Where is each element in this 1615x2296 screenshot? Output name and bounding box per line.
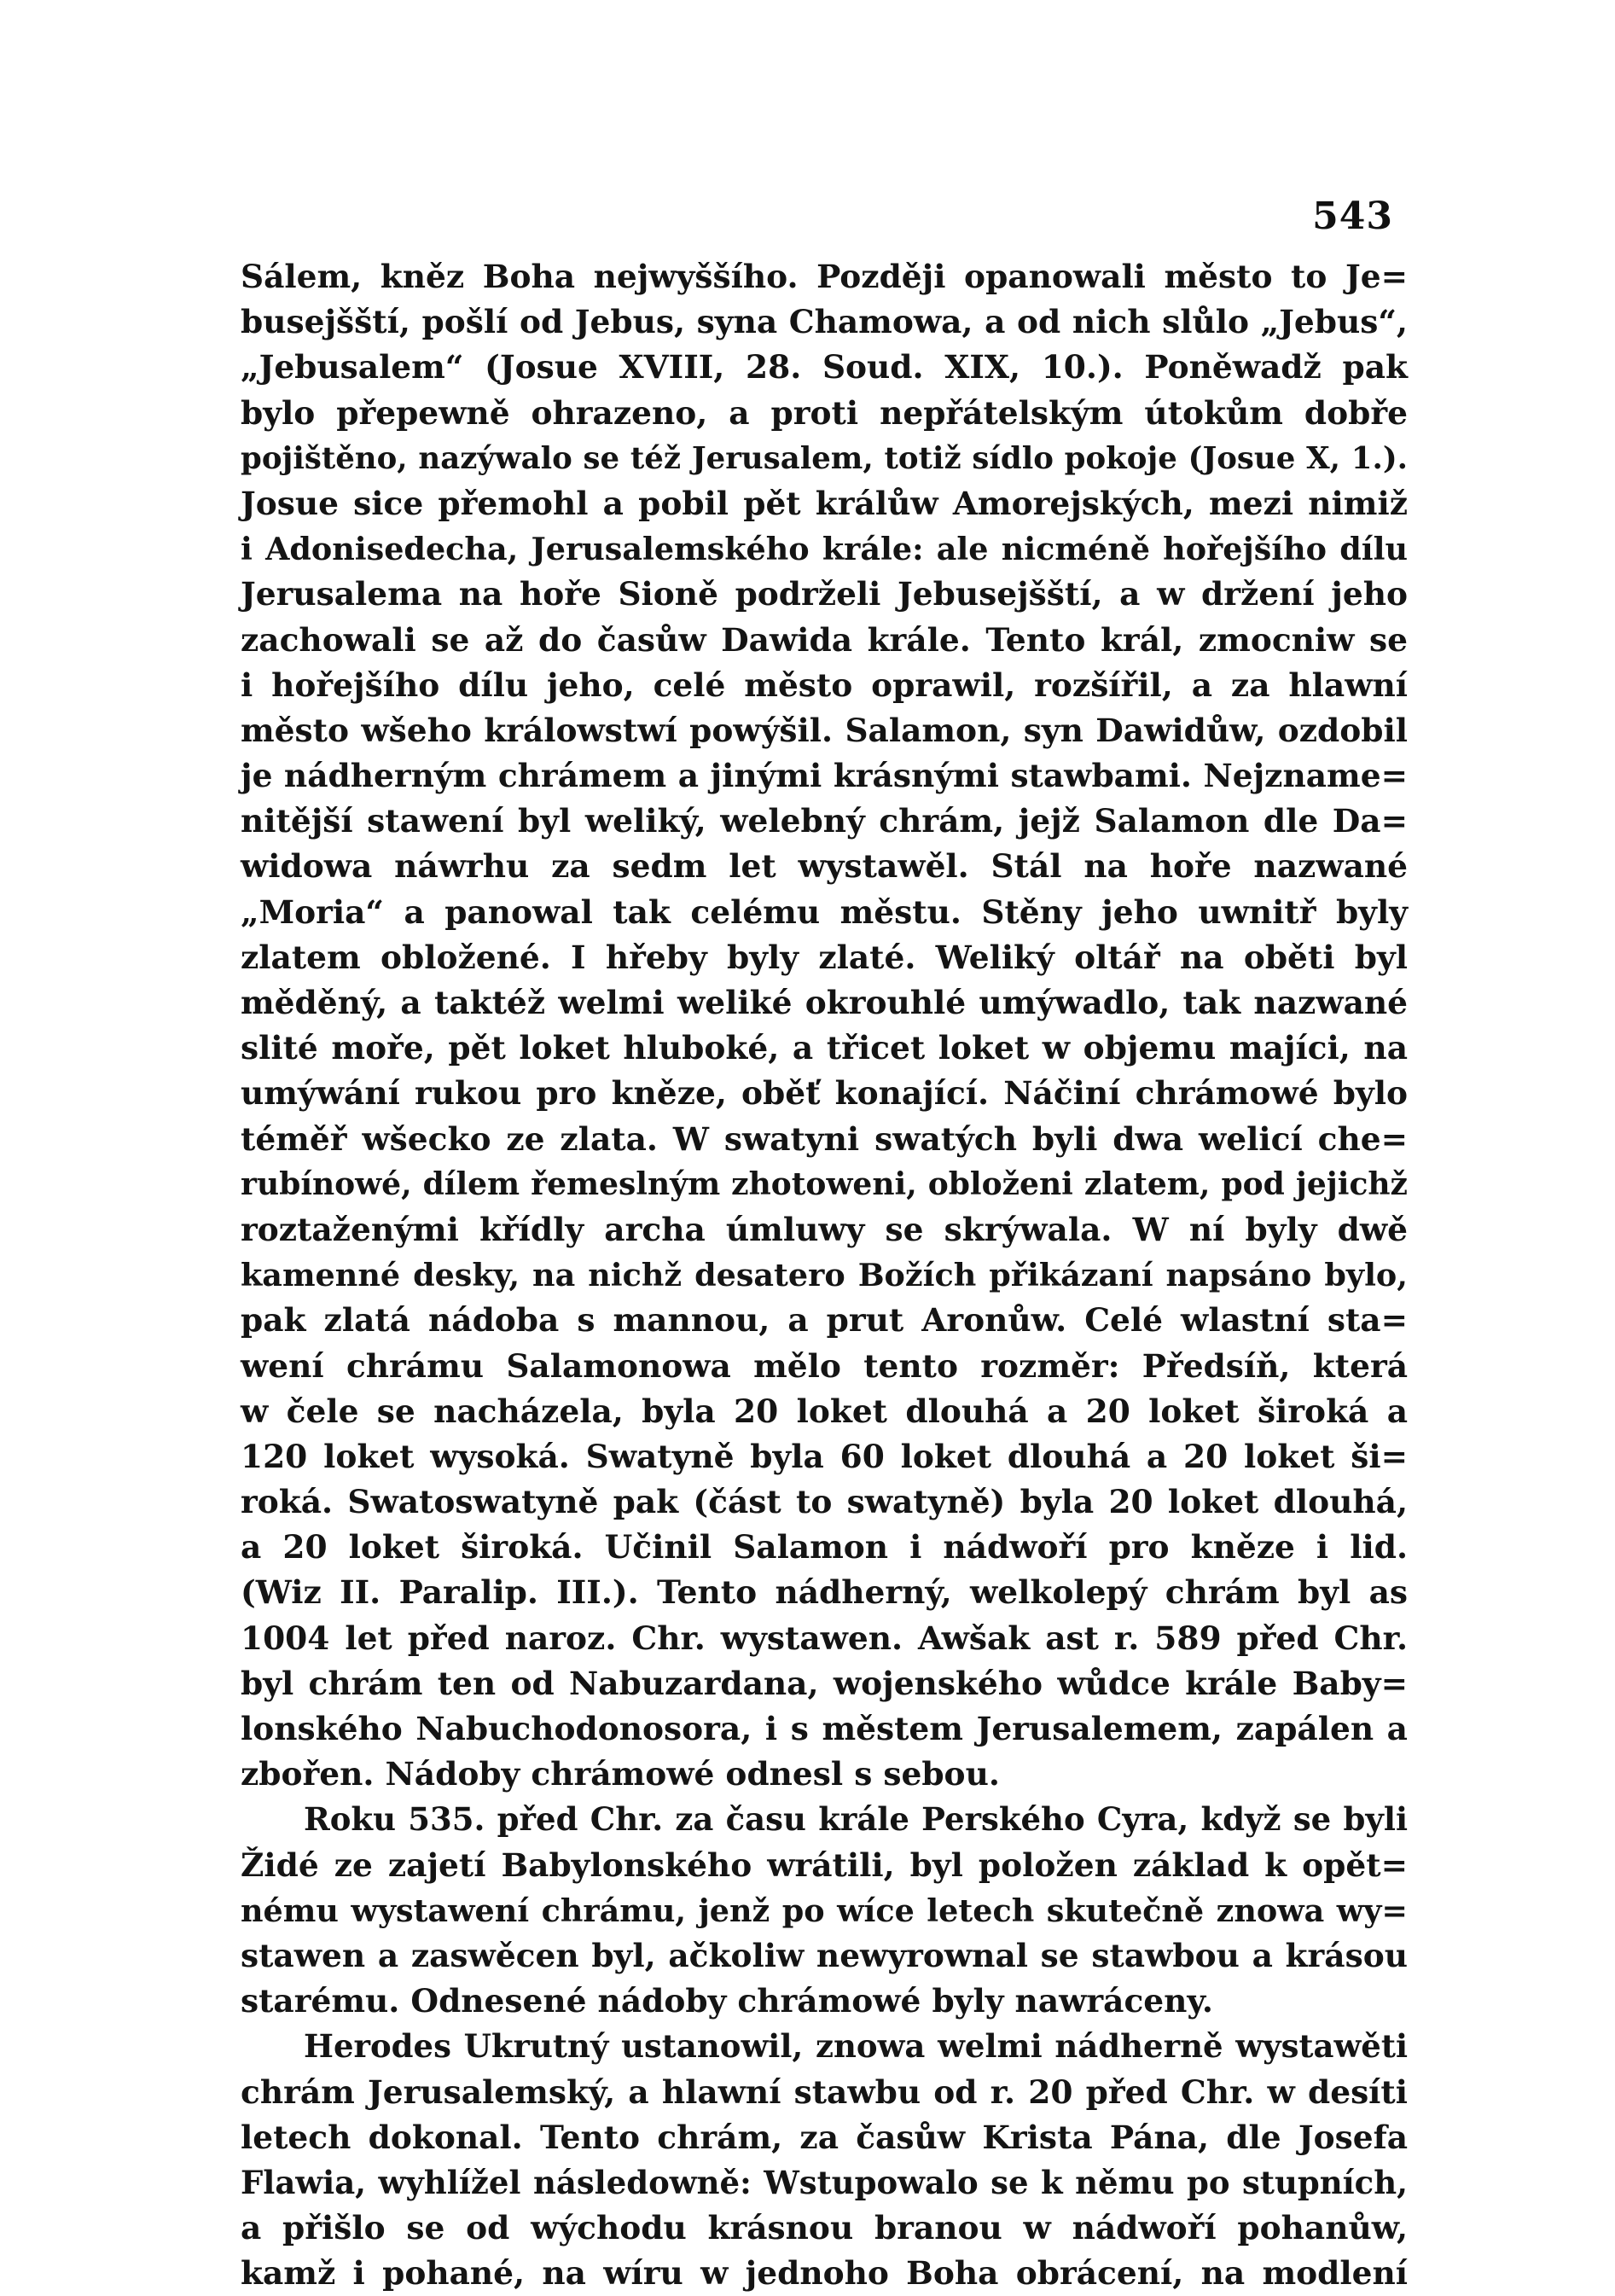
text-line: pojištěno, nazýwalo se též Jerusalem, totiž sídlo pokoje (Josue X, 1.). [241,440,1408,476]
text-line: lonského Nabuchodonosora, i s městem Jerusalemem, zapálen a [241,1710,1408,1747]
text-line: nitější stawení byl weliký, welebný chrám, jejž Salamon dle Da= [241,802,1408,840]
text-line: Jerusalema na hoře Sioně podrželi Jebusejšští, a w držení jeho [241,575,1408,613]
text-line: Sálem, kněz Boha nejwyššího. Později opanowali město to Je= [241,258,1408,295]
text-line: rubínowé, dílem řemeslným zhotoweni, obloženi zlatem, pod jejichž [241,1165,1408,1202]
text-line: roztaženými křídly archa úmluwy se skrýwala. W ní byly dwě [241,1210,1408,1248]
text-line: bylo přepewně ohrazeno, a proti nepřátelským útokům dobře [241,393,1408,432]
text-line: i hořejšího dílu jeho, celé město oprawil, rozšířil, a za hlawní [241,666,1408,704]
text-line: město wšeho králowstwí powýšil. Salamon, syn Dawidůw, ozdobil [241,711,1408,749]
text-line: a přišlo se od wýchodu krásnou branou w nádwoří pohanůw, [241,2209,1408,2247]
text-line: zlatem obložené. I hřeby byly zlaté. Weliký oltář na oběti byl [241,938,1408,976]
text-line: nému wystawení chrámu, jenž po wíce letech skutečně znowa wy= [241,1892,1408,1929]
text-line: busejšští, pošlí od Jebus, syna Chamowa, a od nich slůlo „Jebus“, [241,303,1408,341]
text-line: zbořen. Nádoby chrámowé odnesl s sebou. [241,1755,1000,1793]
text-line: zachowali se až do časůw Dawida krále. Tento král, zmocniw se [241,620,1408,659]
text-line: Židé ze zajetí Babylonského wrátili, byl položen základ k opět= [241,1846,1408,1884]
text-line: pak zlatá nádoba s mannou, a prut Aronůw. Celé wlastní sta= [241,1301,1408,1340]
text-line: slité moře, pět loket hluboké, a třicet loket w objemu majíci, na [241,1029,1408,1067]
text-line: 1004 let před naroz. Chr. wystawen. Awšak ast r. 589 před Chr. [241,1619,1408,1657]
text-line: a 20 loket široká. Učinil Salamon i nádwoří pro kněze i lid. [241,1528,1408,1567]
text-line: stawen a zaswěcen byl, ačkoliw newyrownal se stawbou a krásou [241,1936,1408,1974]
body-text [241,254,1408,2296]
text-line: Herodes Ukrutný ustanowil, znowa welmi nádherně wystawěti [304,2027,1408,2066]
page-number: 543 [1312,195,1393,238]
text-line: téměř wšecko ze zlata. W swatyni swatých byli dwa welicí che= [241,1119,1408,1158]
text-line: „Jebusalem“ (Josue XVIII, 28. Soud. XIX, 10.). Poněwadž pak [241,348,1408,387]
text-line: Josue sice přemohl a pobil pět králůw Amorejských, mezi nimiž [241,484,1408,522]
text-line: letech dokonal. Tento chrám, za časůw Krista Pána, dle Josefa [241,2118,1408,2156]
text-line: kamž i pohané, na wíru w jednoho Boha obrácení, na modlení [241,2254,1408,2293]
text-line: starému. Odnesené nádoby chrámowé byly nawráceny. [241,1982,1213,2020]
text-line: i Adonisedecha, Jerusalemského krále: ale nicméně hořejšího dílu [241,531,1408,568]
text-line: Roku 535. před Chr. za času krále Perského Cyra, když se byli [304,1800,1408,1839]
text-line: w čele se nacházela, byla 20 loket dlouhá a 20 loket široká a [241,1392,1408,1430]
text-line: Flawia, wyhlížel následowně: Wstupowalo se k němu po stupních, [241,2163,1408,2201]
text-line: umýwání rukou pro kněze, oběť konající. Náčiní chrámowé bylo [241,1074,1408,1113]
text-line: roká. Swatoswatyně pak (část to swatyně) byla 20 loket dlouhá, [241,1483,1408,1521]
text-line: widowa náwrhu za sedm let wystawěl. Stál na hoře nazwané [241,847,1408,886]
text-line: kamenné desky, na nichž desatero Božích přikázaní napsáno bylo, [241,1257,1408,1294]
text-line: 120 loket wysoká. Swatyně byla 60 loket dlouhá a 20 loket ši= [241,1437,1408,1475]
text-line: měděný, a taktéž welmi weliké okrouhlé umýwadlo, tak nazwané [241,984,1408,1021]
text-line: je nádherným chrámem a jinými krásnými stawbami. Nejzname= [241,757,1408,795]
text-line: chrám Jerusalemský, a hlawní stawbu od r. 20 před Chr. w desíti [241,2072,1408,2111]
text-line: wení chrámu Salamonowa mělo tento rozměr: Předsíň, která [241,1346,1408,1385]
text-line: „Moria“ a panowal tak celému městu. Stěny jeho uwnitř byly [241,892,1408,931]
text-line: byl chrám ten od Nabuzardana, wojenského wůdce krále Baby= [241,1664,1408,1702]
text-line: (Wiz II. Paralip. III.). Tento nádherný, welkolepý chrám byl as [241,1573,1408,1612]
